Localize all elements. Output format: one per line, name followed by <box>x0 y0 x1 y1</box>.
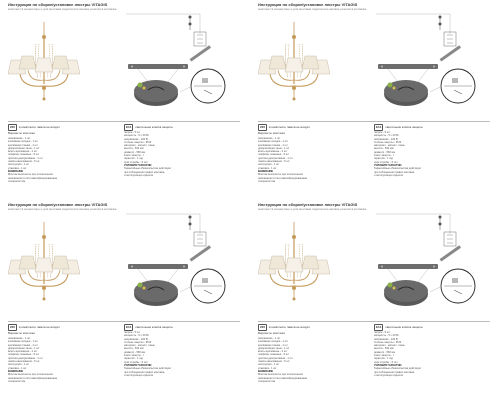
note-line: напряжении в сети квалифицированным <box>258 376 308 380</box>
spec-line: патрон - 5 шт <box>124 331 141 334</box>
note-line: и эксплуатации изделия <box>124 173 154 177</box>
chandelier-illustration <box>258 22 330 104</box>
spec-line: гарантия - 1 год <box>124 157 143 161</box>
spec-line: лампа накаливания - 5 шт <box>8 360 40 364</box>
spec-column-left <box>258 137 366 183</box>
spec-line: декоративная чаша - 1 шт <box>258 146 290 150</box>
note-line: Гарантийные обязательства действуют <box>124 367 172 371</box>
note-heading: ВНИМАНИЕ <box>258 369 274 373</box>
spec-line: упаковка - 1 шт <box>258 366 277 370</box>
note-line: специалистом <box>8 379 26 383</box>
spec-line: высота - 530 мм <box>374 147 394 151</box>
note-line: напряжении в сети квалифицированным <box>8 376 58 380</box>
note-line: при соблюдении правил монтажа <box>374 370 415 374</box>
spec-line: напряжение - 220 В <box>374 137 398 141</box>
divider <box>258 121 490 122</box>
spec-line: крепёжная планка - 1 шт <box>8 143 38 147</box>
spec-column-left <box>258 337 366 383</box>
lamp-note-text: в комплекте лампа не входит <box>269 325 310 329</box>
spec-line: декоративная чаша - 1 шт <box>8 346 40 350</box>
note-heading: УСЛОВИЯ ГАРАНТИИ <box>124 163 152 167</box>
spec-column-right <box>374 131 486 177</box>
spec-line: материал - металл, ткань <box>374 144 405 148</box>
spec-line: цепочка декоративная - 1 шт <box>258 156 293 160</box>
sheet-subtitle: комплект в коннекторе и для монтажа подключите мелкие розетки в колпачке <box>8 207 117 211</box>
lamp-note-text: в комплекте лампа не входит <box>19 325 60 329</box>
chandelier-illustration <box>8 222 80 304</box>
note-line: Гарантийные обязательства действуют <box>124 167 172 171</box>
note-line: при соблюдении правил монтажа <box>374 170 415 174</box>
spec-line: плафоны тканевые - 5 шт <box>8 353 40 357</box>
spec-line: клеммная колодка - 1 шт <box>258 340 289 344</box>
spec-line: степень защиты - IP20 <box>374 340 402 344</box>
note-line: при соблюдении правил монтажа <box>124 170 165 174</box>
spec-line: цепочка декоративная - 1 шт <box>8 156 43 160</box>
note-heading: ВНИМАНИЕ <box>8 369 24 373</box>
spec-line: инструкция - 1 шт <box>8 163 30 167</box>
spec-line: материал - металл, ткань <box>124 344 155 348</box>
socket-badge: E14 <box>126 124 132 129</box>
spec-line: высота - 530 мм <box>124 347 144 351</box>
spec-line: упаковка - 1 шт <box>8 166 27 170</box>
spec-line: напряжение - 220 В <box>124 137 148 141</box>
instruction-sheet <box>0 200 240 396</box>
spec-line: срок службы - 5 лет <box>124 360 148 364</box>
note-heading: УСЛОВИЯ ГАРАНТИИ <box>374 363 402 367</box>
spec-line: упаковка - 1 шт <box>258 166 277 170</box>
spec-line: клеммная колодка - 1 шт <box>258 140 289 144</box>
sheet-title: Инструкция по сборке/установке люстры VITAGIS <box>8 2 108 7</box>
spec-line: гарантия - 1 год <box>374 157 393 161</box>
note-line: напряжении в сети квалифицированным <box>258 176 308 180</box>
spec-line: напряжение - 1 шт <box>8 137 31 140</box>
section-label: Варианты монтажа <box>8 131 35 135</box>
mounting-diagram <box>358 12 488 112</box>
spec-column-right <box>374 331 486 377</box>
spec-line: материал - металл, ткань <box>374 344 405 348</box>
class-note-text: светильник класса защиты <box>135 125 173 129</box>
spec-line: мощность - 5 x 40 Вт <box>374 134 399 138</box>
sheet-subtitle: комплект в коннекторе и для монтажа подключите мелкие розетки в колпачке <box>258 7 367 11</box>
sheet-title: Инструкция по сборке/установке люстры VITAGIS <box>258 2 358 7</box>
note-line: и эксплуатации изделия <box>124 373 154 377</box>
spec-line: класс защиты - I <box>374 354 394 358</box>
note-line: специалистом <box>258 179 276 183</box>
spec-line: патрон - 5 шт <box>124 131 141 134</box>
spec-line: винты крепёжные - 2 шт <box>8 150 38 154</box>
socket-badge: E14 <box>126 324 132 329</box>
spec-line: напряжение - 220 В <box>124 337 148 341</box>
spec-line: мощность - 5 x 40 Вт <box>124 334 149 338</box>
spec-line: лампа накаливания - 5 шт <box>258 160 290 164</box>
sheet-title: Инструкция по сборке/установке люстры VITAGIS <box>8 202 108 207</box>
note-heading: УСЛОВИЯ ГАРАНТИИ <box>374 163 402 167</box>
sheet-subtitle: комплект в коннекторе и для монтажа подключите мелкие розетки в колпачке <box>8 7 117 11</box>
note-line: Монтаж выполнять при отключенном <box>258 373 303 377</box>
voltage-badge: 220 <box>260 124 266 129</box>
spec-line: диаметр - 560 мм <box>374 150 396 154</box>
spec-line: мощность - 5 x 40 Вт <box>124 134 149 138</box>
lamp-note-text: в комплекте лампа не входит <box>19 125 60 129</box>
socket-badge: E14 <box>376 124 382 129</box>
spec-line: класс защиты - I <box>374 154 394 158</box>
note-line: Монтаж выполнять при отключенном <box>258 173 303 177</box>
note-heading: ВНИМАНИЕ <box>258 169 274 173</box>
spec-line: диаметр - 560 мм <box>124 150 146 154</box>
spec-line: крепёжная планка - 1 шт <box>258 343 288 347</box>
spec-column-left <box>8 137 116 183</box>
class-note-text: светильник класса защиты <box>135 325 173 329</box>
spec-line: класс защиты - I <box>124 154 144 158</box>
voltage-badge: 220 <box>260 324 266 329</box>
mounting-diagram <box>108 12 238 112</box>
spec-line: степень защиты - IP20 <box>124 340 152 344</box>
note-line: и эксплуатации изделия <box>374 373 404 377</box>
note-line: специалистом <box>8 179 26 183</box>
spec-line: винты крепёжные - 2 шт <box>258 350 288 354</box>
spec-line: плафоны тканевые - 5 шт <box>8 153 40 157</box>
spec-line: материал - металл, ткань <box>124 144 155 148</box>
spec-line: цепочка декоративная - 1 шт <box>258 356 293 360</box>
spec-line: патрон - 5 шт <box>374 331 391 334</box>
spec-line: диаметр - 560 мм <box>374 350 396 354</box>
spec-line: срок службы - 5 лет <box>374 160 398 164</box>
instruction-sheet <box>250 0 490 196</box>
spec-line: напряжение - 220 В <box>374 337 398 341</box>
spec-line: инструкция - 1 шт <box>258 363 280 367</box>
note-line: Гарантийные обязательства действуют <box>374 367 422 371</box>
spec-line: винты крепёжные - 2 шт <box>258 150 288 154</box>
spec-column-right <box>124 331 236 377</box>
note-line: специалистом <box>258 379 276 383</box>
spec-line: клеммная колодка - 1 шт <box>8 340 39 344</box>
spec-line: срок службы - 5 лет <box>374 360 398 364</box>
instruction-sheet <box>0 0 240 196</box>
spec-line: плафоны тканевые - 5 шт <box>258 353 290 357</box>
spec-line: лампа накаливания - 5 шт <box>8 160 40 164</box>
class-note <box>374 324 423 330</box>
mounting-diagram <box>108 212 238 312</box>
class-note <box>124 124 173 130</box>
note-line: Монтаж выполнять при отключенном <box>8 173 53 177</box>
spec-line: класс защиты - I <box>124 354 144 358</box>
class-note-text: светильник класса защиты <box>385 125 423 129</box>
lamp-note <box>8 124 60 130</box>
spec-line: упаковка - 1 шт <box>8 366 27 370</box>
sheet-subtitle: комплект в коннекторе и для монтажа подключите мелкие розетки в колпачке <box>258 207 367 211</box>
spec-line: клеммная колодка - 1 шт <box>8 140 39 144</box>
spec-line: диаметр - 560 мм <box>124 350 146 354</box>
spec-line: срок службы - 5 лет <box>124 160 148 164</box>
spec-line: инструкция - 1 шт <box>258 163 280 167</box>
class-note <box>124 324 173 330</box>
spec-column-right <box>124 131 236 177</box>
spec-column-left <box>8 337 116 383</box>
chandelier-illustration <box>258 222 330 304</box>
class-note <box>374 124 423 130</box>
socket-badge: E14 <box>376 324 382 329</box>
spec-line: инструкция - 1 шт <box>8 363 30 367</box>
spec-line: плафоны тканевые - 5 шт <box>258 153 290 157</box>
sheet-title: Инструкция по сборке/установке люстры VITAGIS <box>258 202 358 207</box>
spec-line: декоративная чаша - 1 шт <box>8 146 40 150</box>
note-line: и эксплуатации изделия <box>374 173 404 177</box>
mounting-diagram <box>358 212 488 312</box>
chandelier-illustration <box>8 22 80 104</box>
spec-line: цепочка декоративная - 1 шт <box>8 356 43 360</box>
spec-line: напряжение - 1 шт <box>258 337 281 340</box>
note-line: Монтаж выполнять при отключенном <box>8 373 53 377</box>
note-line: напряжении в сети квалифицированным <box>8 176 58 180</box>
spec-line: мощность - 5 x 40 Вт <box>374 334 399 338</box>
section-label: Варианты монтажа <box>8 331 35 335</box>
note-heading: УСЛОВИЯ ГАРАНТИИ <box>124 363 152 367</box>
voltage-badge: 220 <box>10 124 16 129</box>
spec-line: патрон - 5 шт <box>374 131 391 134</box>
spec-line: напряжение - 1 шт <box>8 337 31 340</box>
spec-line: винты крепёжные - 2 шт <box>8 350 38 354</box>
spec-line: гарантия - 1 год <box>124 357 143 361</box>
spec-line: декоративная чаша - 1 шт <box>258 346 290 350</box>
divider <box>8 321 240 322</box>
note-line: при соблюдении правил монтажа <box>124 370 165 374</box>
spec-line: высота - 530 мм <box>374 347 394 351</box>
lamp-note <box>8 324 60 330</box>
note-heading: ВНИМАНИЕ <box>8 169 24 173</box>
note-line: Гарантийные обязательства действуют <box>374 167 422 171</box>
lamp-note-text: в комплекте лампа не входит <box>269 125 310 129</box>
lamp-note <box>258 124 310 130</box>
divider <box>8 121 240 122</box>
spec-line: крепёжная планка - 1 шт <box>258 143 288 147</box>
divider <box>258 321 490 322</box>
instruction-sheet <box>250 200 490 396</box>
spec-line: крепёжная планка - 1 шт <box>8 343 38 347</box>
section-label: Варианты монтажа <box>258 131 285 135</box>
spec-line: гарантия - 1 год <box>374 357 393 361</box>
spec-line: высота - 530 мм <box>124 147 144 151</box>
section-label: Варианты монтажа <box>258 331 285 335</box>
spec-line: напряжение - 1 шт <box>258 137 281 140</box>
voltage-badge: 220 <box>10 324 16 329</box>
class-note-text: светильник класса защиты <box>385 325 423 329</box>
spec-line: степень защиты - IP20 <box>124 140 152 144</box>
lamp-note <box>258 324 310 330</box>
spec-line: степень защиты - IP20 <box>374 140 402 144</box>
spec-line: лампа накаливания - 5 шт <box>258 360 290 364</box>
